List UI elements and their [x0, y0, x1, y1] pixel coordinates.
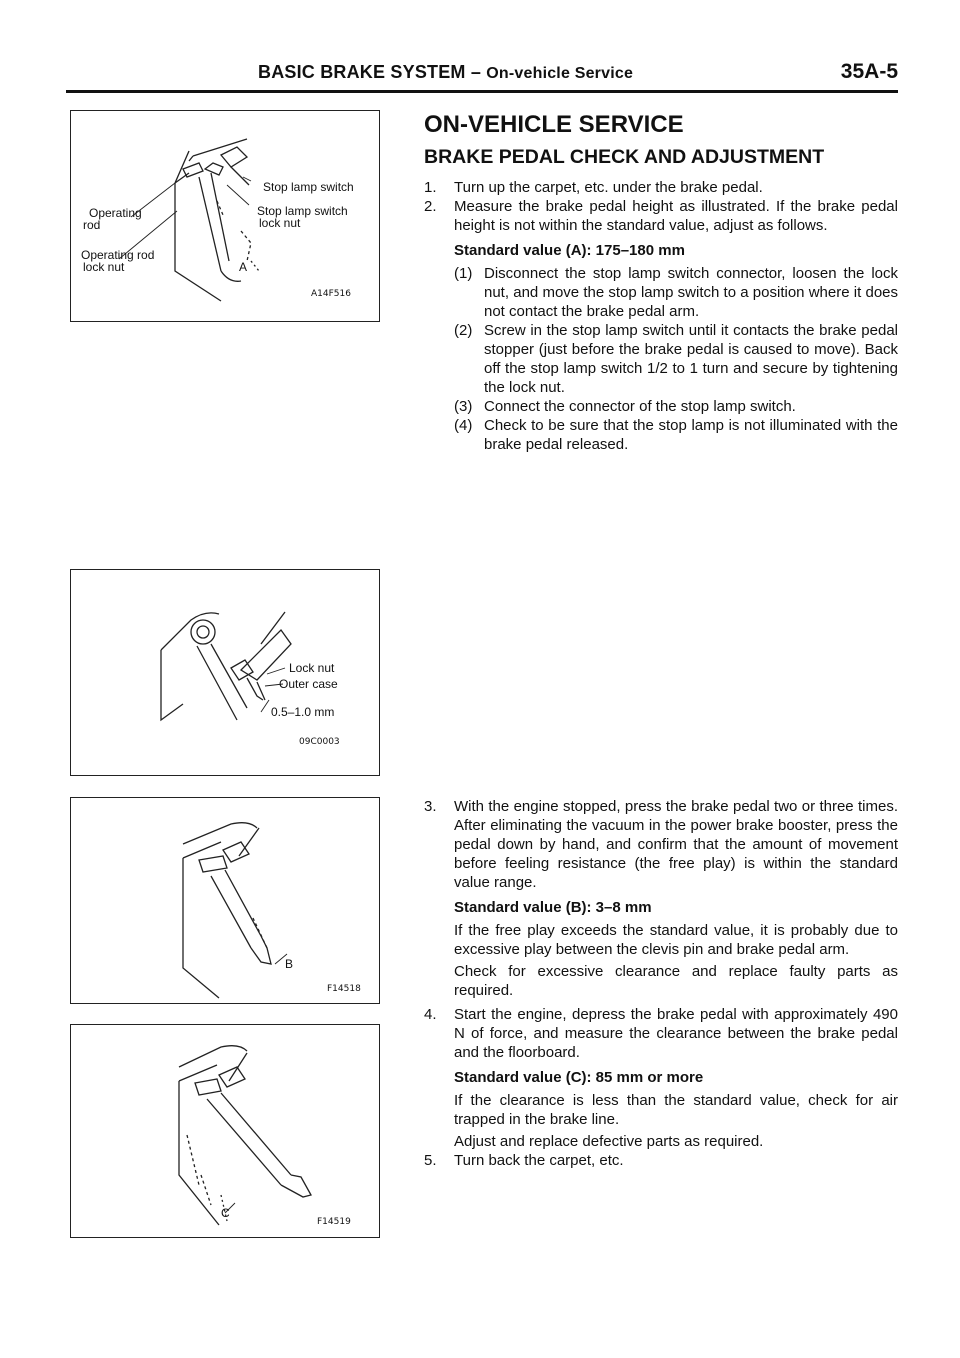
substep-number: (1) — [454, 265, 473, 282]
figure-code: 09C0003 — [299, 737, 340, 747]
figure-pedal-height — [70, 110, 380, 322]
label-switch-lock-nut-line1: Stop lamp switch — [257, 204, 348, 218]
step-number: 4. — [424, 1006, 437, 1023]
substep-text: Connect the connector of the stop lamp switch. — [484, 398, 796, 415]
substep-number: (4) — [454, 417, 473, 434]
label-outer-case: Outer case — [279, 677, 338, 691]
substep-3 — [454, 397, 898, 416]
header-title: BASIC BRAKE SYSTEM — [258, 62, 466, 82]
substep-2 — [454, 321, 898, 397]
figure-code: A14F516 — [311, 289, 351, 299]
step-2 — [424, 197, 898, 235]
section-subheading: BRAKE PEDAL CHECK AND ADJUSTMENT — [424, 146, 825, 168]
substep-number: (2) — [454, 322, 473, 339]
label-operating-rod-line1: Operating — [89, 206, 142, 220]
substep-1 — [454, 264, 898, 321]
step-4-note-2: Adjust and replace defective parts as required. — [454, 1133, 764, 1150]
substep-text: Check to be sure that the stop lamp is not illuminated with the brake pedal released. — [484, 417, 898, 453]
standard-value-a: Standard value (A): 175–180 mm — [454, 242, 685, 259]
step-3 — [424, 797, 898, 892]
label-operating-rod-lock-nut-line2: lock nut — [83, 260, 125, 274]
header-dash: – — [465, 62, 487, 82]
steps-block-1 — [424, 178, 898, 454]
step-number: 5. — [424, 1152, 437, 1169]
substep-text: Screw in the stop lamp switch until it contacts the brake pedal stopper (just before the brake pedal is caused to move). Back off the stop lamp switch 1/2 to 1 turn and secure by tightening the lock nut. — [484, 322, 898, 396]
step-3-note-2: Check for excessive clearance and replace faulty parts as required. — [454, 963, 898, 999]
step-1 — [424, 178, 898, 197]
step-number: 1. — [424, 179, 437, 196]
substep-4 — [454, 416, 898, 454]
steps-block-2 — [424, 797, 898, 1175]
step-text: Turn back the carpet, etc. — [454, 1152, 624, 1169]
figure-free-play — [70, 797, 380, 1004]
step-number: 3. — [424, 798, 437, 815]
header-subtitle: On-vehicle Service — [486, 65, 634, 82]
label-gap: 0.5–1.0 mm — [271, 705, 335, 719]
step-number: 2. — [424, 198, 437, 215]
substep-text: Disconnect the stop lamp switch connector, loosen the lock nut, and move the stop lamp switch to a position where it does not contact the brake pedal arm. — [484, 265, 898, 320]
header-rule — [66, 90, 898, 93]
running-header — [258, 62, 633, 83]
label-lock-nut: Lock nut — [289, 661, 335, 675]
label-stop-lamp-switch: Stop lamp switch — [263, 180, 354, 194]
step-5 — [424, 1151, 898, 1170]
step-4-note-1: If the clearance is less than the standard value, check for air trapped in the brake line. — [454, 1092, 898, 1128]
label-operating-rod-line2: rod — [83, 218, 101, 232]
step-text: Measure the brake pedal height as illustrated. If the brake pedal height is not within the standard value, adjust as follows. — [454, 198, 898, 234]
step-4 — [424, 1005, 898, 1062]
label-dim-a: A — [239, 260, 248, 274]
label-switch-lock-nut-line2: lock nut — [259, 216, 301, 230]
page-number: 35A-5 — [840, 60, 898, 83]
step-3-note-1: If the free play exceeds the standard value, it is probably due to excessive play between the clevis pin and brake pedal arm. — [454, 922, 898, 958]
figure-code: F14518 — [327, 984, 361, 994]
figure-floor-clearance — [70, 1024, 380, 1238]
label-operating-rod-lock-nut-line1: Operating rod — [81, 248, 155, 262]
substep-number: (3) — [454, 398, 473, 415]
section-heading: ON-VEHICLE SERVICE — [424, 111, 684, 138]
step-text: With the engine stopped, press the brake pedal two or three times. After eliminating the vacuum in the power brake booster, press the pedal down by hand, and confirm that the amount of movement before feeling resistance (the free play) is within the standard value range. — [454, 798, 898, 891]
adjustment-substeps — [454, 264, 898, 454]
figure-code: F14519 — [317, 1217, 351, 1227]
standard-value-c: Standard value (C): 85 mm or more — [454, 1069, 704, 1086]
free-play-illustration — [71, 798, 381, 1005]
figure-lock-nut-clearance — [70, 569, 380, 776]
label-dim-b: B — [285, 957, 294, 971]
step-text: Turn up the carpet, etc. under the brake pedal. — [454, 179, 763, 196]
step-text: Start the engine, depress the brake pedal with approximately 490 N of force, and measure the clearance between the brake pedal and the floorboard. — [454, 1006, 898, 1061]
label-dim-c: C — [221, 1206, 230, 1220]
standard-value-b: Standard value (B): 3–8 mm — [454, 899, 652, 916]
